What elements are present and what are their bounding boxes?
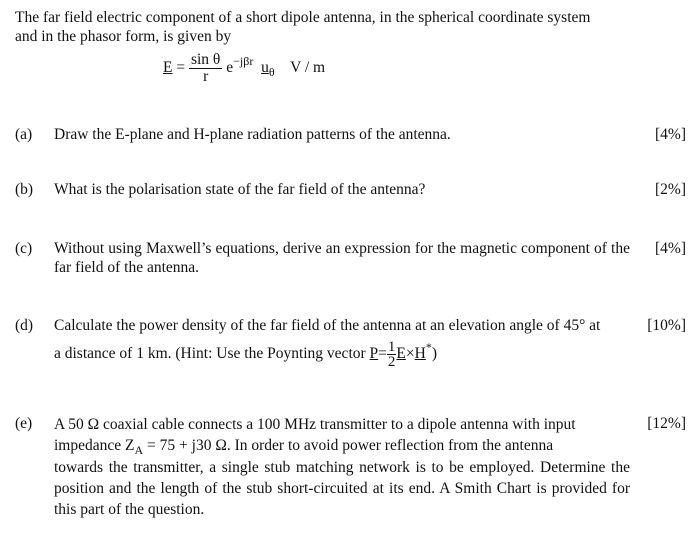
poynting-e: E xyxy=(396,345,406,362)
question-b-text: What is the polarisation state of the far field of the antenna? xyxy=(54,181,426,198)
question-d-line-2-text: a distance of 1 km. (Hint: Use the Poynting vector xyxy=(54,345,366,362)
question-d-mark: [10%] xyxy=(647,317,686,334)
eq-exp-base: e xyxy=(226,59,234,77)
question-c-mark: [4%] xyxy=(655,240,686,257)
eq-unit-vector: u xyxy=(261,59,269,77)
poynting-numerator: 1 xyxy=(387,338,396,355)
poynting-close: ) xyxy=(431,345,438,362)
question-d-line-1: Calculate the power density of the far field of the antenna at an elevation angle of 45° at xyxy=(54,317,601,334)
question-a-text: Draw the E-plane and H-plane radiation patterns of the antenna. xyxy=(54,126,451,143)
eq-equals: = xyxy=(176,59,186,77)
question-e-text xyxy=(54,414,630,520)
eq-exp-power: −jβr xyxy=(233,54,254,69)
electric-field-equation xyxy=(163,52,325,85)
eq-unit-vector-sub: θ xyxy=(268,65,275,80)
question-e-line-2-post: . In order to avoid power reflection from the antenna xyxy=(226,437,554,454)
impedance-subscript: A xyxy=(134,443,144,457)
poynting-fraction xyxy=(387,340,397,369)
question-e-line-2 xyxy=(54,435,630,457)
poynting-lhs: P xyxy=(369,345,379,362)
question-c-label: (c) xyxy=(15,240,33,257)
question-e-line-1: A 50 Ω coaxial cable connects a 100 MHz transmitter to a dipole antenna with input xyxy=(54,416,576,433)
question-d-line-2 xyxy=(54,336,630,372)
question-a-label: (a) xyxy=(15,126,33,143)
impedance-symbol: Z xyxy=(125,437,135,454)
poynting-conj: * xyxy=(425,340,432,354)
poynting-denominator: 2 xyxy=(387,353,396,370)
eq-lhs: E xyxy=(163,59,173,77)
eq-denominator: r xyxy=(203,68,209,85)
question-e-line-2-pre: impedance xyxy=(54,437,122,454)
question-e-label: (e) xyxy=(15,415,33,432)
eq-units: V / m xyxy=(290,59,326,77)
question-a-mark: [4%] xyxy=(655,126,686,143)
eq-fraction xyxy=(189,52,222,85)
poynting-times: × xyxy=(405,345,415,362)
impedance-value: = 75 + j30 Ω xyxy=(147,437,227,454)
intro-line-1: The far field electric component of a short dipole antenna, in the spherical coordinate system xyxy=(15,9,591,26)
question-c-text: Without using Maxwell’s equations, derive an expression for the magnetic component of the far field of the antenna. xyxy=(54,240,630,276)
question-e-mark: [12%] xyxy=(647,415,686,432)
poynting-equals: = xyxy=(378,345,387,362)
question-d-label: (d) xyxy=(15,317,34,334)
question-e-rest: towards the transmitter, a single stub matching network is to be employed. Determine the position and the length of the stub short-circuited at its end. A Smith Chart is provided for this part of the question. xyxy=(54,459,630,518)
intro-paragraph xyxy=(15,8,655,46)
question-b-mark: [2%] xyxy=(655,181,686,198)
poynting-h: H xyxy=(414,345,426,362)
eq-numerator: sin θ xyxy=(190,51,221,68)
question-b-label: (b) xyxy=(15,181,34,198)
intro-line-2: and in the phasor form, is given by xyxy=(15,28,232,45)
